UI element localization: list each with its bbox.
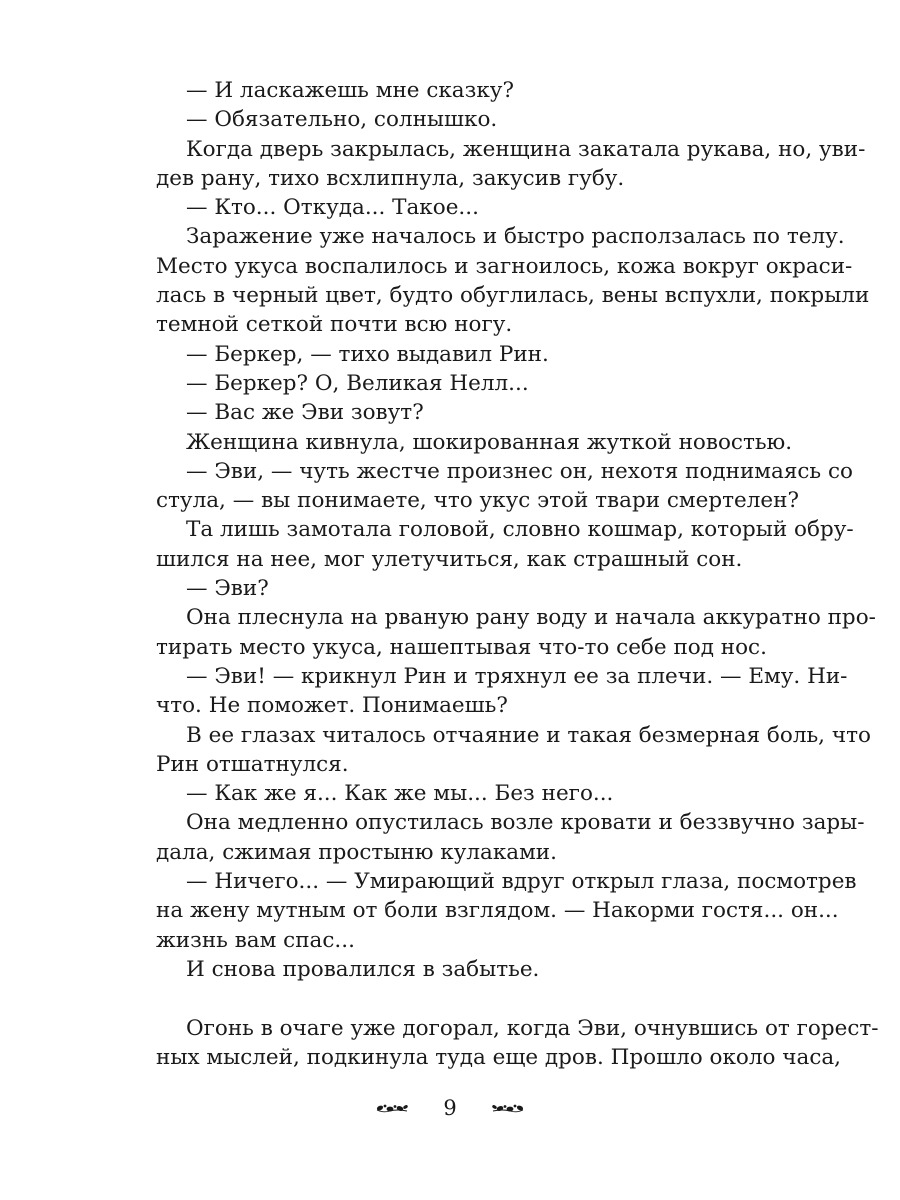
text-line: Огонь в очаге уже догорал, когда Эви, очнувшись от горест- bbox=[186, 1015, 879, 1041]
floral-ornament-icon bbox=[491, 1094, 525, 1122]
text-line: В ее глазах читалось отчаяние и такая безмерная боль, что bbox=[186, 722, 871, 748]
floral-ornament-icon bbox=[375, 1094, 409, 1122]
text-line: лась в черный цвет, будто обуглилась, вены вспухли, покрыли bbox=[156, 283, 870, 309]
text-line: Когда дверь закрылась, женщина закатала рукава, но, уви- bbox=[186, 136, 866, 162]
text-line: ных мыслей, подкинула туда еще дров. Прошло около часа, bbox=[156, 1044, 842, 1070]
text-line: — Эви? bbox=[186, 576, 269, 602]
text-line: — Вас же Эви зовут? bbox=[186, 400, 424, 426]
text-line: — Эви! — крикнул Рин и тряхнул ее за плечи. — Ему. Ни- bbox=[186, 663, 848, 689]
page-number: 9 bbox=[443, 1095, 457, 1120]
page-footer bbox=[0, 1092, 900, 1122]
text-line: — Кто... Откуда... Такое... bbox=[186, 195, 479, 221]
text-line: Рин отшатнулся. bbox=[156, 751, 349, 777]
text-line: дев рану, тихо всхлипнула, закусив губу. bbox=[156, 165, 625, 191]
text-line: Она плеснула на рваную рану воду и начала аккуратно про- bbox=[186, 605, 876, 631]
text-line: Место укуса воспалилось и загноилось, кожа вокруг окраси- bbox=[156, 253, 853, 279]
text-line: — Эви, — чуть жестче произнес он, нехотя поднимаясь со bbox=[186, 458, 853, 484]
text-line: что. Не поможет. Понимаешь? bbox=[156, 693, 508, 719]
text-line: Та лишь замотала головой, словно кошмар, который обру- bbox=[186, 517, 854, 543]
text-line: жизнь вам спас... bbox=[156, 927, 355, 953]
text-line: — Обязательно, солнышко. bbox=[186, 107, 498, 133]
text-line: дала, сжимая простыню кулаками. bbox=[156, 839, 557, 865]
text-line: — Ничего... — Умирающий вдруг открыл глаза, посмотрев bbox=[186, 869, 857, 895]
text-line: И снова провалился в забытье. bbox=[186, 956, 540, 982]
text-line: — И ласкажешь мне сказку? bbox=[186, 78, 514, 103]
page-text bbox=[156, 76, 879, 1072]
text-line: тирать место укуса, нашептывая что-то себе под нос. bbox=[156, 634, 767, 660]
text-line: темной сеткой почти всю ногу. bbox=[156, 312, 513, 338]
section-break bbox=[156, 984, 780, 1013]
text-line: стула, — вы понимаете, что укус этой твари смертелен? bbox=[156, 488, 799, 514]
text-line: на жену мутным от боли взглядом. — Накорми гостя... он... bbox=[156, 898, 839, 924]
text-line: — Беркер, — тихо выдавил Рин. bbox=[186, 341, 549, 367]
text-line: Женщина кивнула, шокированная жуткой новостью. bbox=[186, 429, 793, 455]
text-line: Она медленно опустилась возле кровати и беззвучно зары- bbox=[186, 810, 865, 836]
text-line: шился на нее, мог улетучиться, как страшный сон. bbox=[156, 546, 743, 572]
text-line: — Как же я... Как же мы... Без него... bbox=[186, 781, 614, 807]
text-line: Заражение уже началось и быстро расползалась по телу. bbox=[186, 224, 845, 250]
text-line: — Беркер? О, Великая Нелл... bbox=[186, 370, 529, 396]
